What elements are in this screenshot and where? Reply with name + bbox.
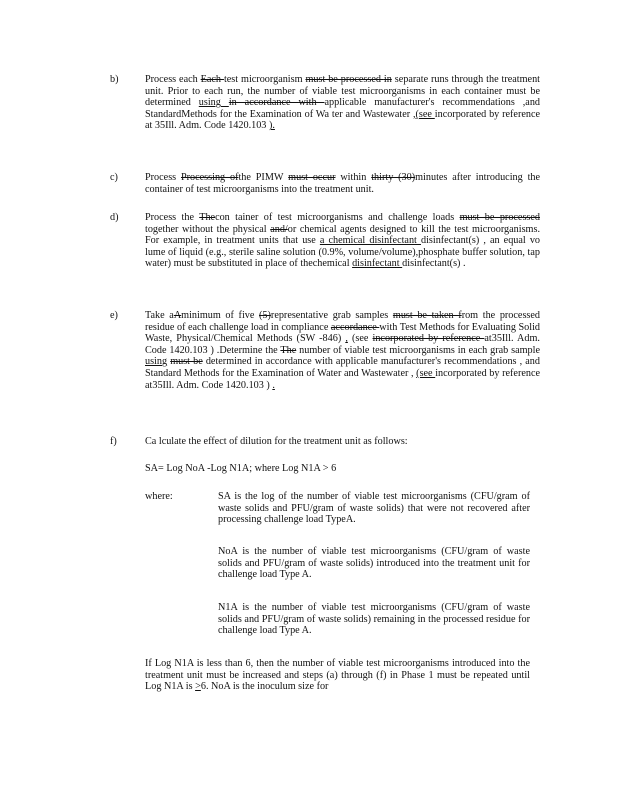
deleted-text: must occur (288, 172, 336, 183)
deleted-text: (5) (259, 310, 271, 321)
text-run: Process the (145, 212, 200, 223)
deleted-text: with (298, 97, 325, 109)
paragraph-text (145, 212, 540, 270)
text-run: If Log N1A is less than 6, then the number of viable test microorganisms introduced into the treatment unit must be increased and steps (a) through (f) in Phase 1 must be repeated until Log N1A is (145, 658, 530, 693)
where-label: where: (145, 491, 173, 502)
text-run: within (335, 172, 372, 183)
deleted-text: must be processed (305, 74, 384, 85)
paragraph-text (145, 310, 540, 391)
text-run: number of viable test microorganisms in each grab sample (296, 344, 540, 356)
definition-n1a: N1A is the number of viable test microorganisms (CFU/gram of waste solids and PFU/gram of waste solids) remaining in the processed residue for challenge load Type A. (218, 602, 530, 637)
text-run: the PIMW (238, 172, 289, 183)
text-run: Ca lculate the effect of dilution for the treatment unit as follows: (145, 436, 408, 447)
text-run: with Test Methods for Evaluating Solid Waste, Physical/Chemical Methods (SW -846) (145, 321, 541, 345)
inserted-text: a chemical disinfectant (319, 235, 421, 247)
deleted-text: Each (200, 74, 224, 85)
deleted-text: The (199, 212, 216, 223)
text-run: determined in accordance with applicable manufacturer's recommendations , and Standard Methods for the Examination of Water and Wastewater , (145, 356, 540, 379)
deleted-text: in (383, 74, 392, 85)
text-run: test microorganism (223, 74, 306, 85)
inserted-text: ). (268, 120, 275, 132)
inserted-text: . (272, 379, 275, 391)
text-run: representative grab samples (270, 310, 393, 321)
deleted-text: in accordance (228, 97, 299, 109)
text-run: rom the processed residue of each challenge load in compliance (145, 310, 540, 333)
paragraph-d (110, 212, 540, 270)
text-run: minutes after introducing the container of test microorganisms into the treatment unit. (145, 172, 541, 195)
inserted-text: , (345, 333, 348, 345)
paragraph-c (110, 172, 540, 195)
item-label: d) (110, 212, 119, 223)
text-run: 6. NoA is the inoculum size for (200, 681, 329, 693)
text-run: Process (145, 172, 181, 183)
item-label: b) (110, 74, 119, 85)
deleted-text: The (280, 344, 297, 356)
paragraph-text (145, 172, 540, 195)
deleted-text: Processing of (180, 172, 239, 183)
deleted-text: and/ (270, 223, 288, 235)
item-label: e) (110, 310, 118, 321)
inserted-text: (see (416, 367, 436, 379)
text-run: Process each (145, 74, 201, 85)
inserted-text: disinfectant (352, 258, 403, 270)
text-run: (see (347, 333, 373, 345)
text-run: disinfectant(s) , an equal vo lume of liquid (e.g., sterile saline solution (0.9%, volume/volume),phosphate buffer solution, tap water) must be substituted in place of thechemical (145, 235, 541, 270)
paragraph-text (145, 436, 540, 448)
text-run: applicable manufacturer's recommendations ,and StandardMethods for the Examination of Wa ter and Wastewater , (145, 97, 541, 120)
inserted-text: using (145, 356, 168, 368)
paragraph-e (110, 310, 540, 391)
text-run: together without the physical (145, 223, 271, 235)
dilution-formula: SA= Log NoA -Log N1A; where Log N1A > 6 (145, 463, 337, 474)
paragraph-b (110, 74, 540, 132)
item-label: c) (110, 172, 118, 183)
text-run: at35Ill. Adm. Code 1420.103 ) .Determine the (145, 333, 540, 356)
deleted-text: must be (170, 356, 203, 368)
definition-sa: SA is the log of the number of viable test microorganisms (CFU/gram of waste solids and PFU/gram of waste solids) that were not recovered after processing challenge load TypeA. (218, 491, 530, 526)
item-label: f) (110, 436, 117, 447)
deleted-text: A (173, 310, 182, 321)
deleted-text: thirty (30) (371, 172, 416, 183)
text-run: or chemical agents designed to kill the test microorganisms. For example, in treatment units that use (145, 223, 540, 247)
paragraph-f (110, 436, 540, 448)
deleted-text: accordance (330, 321, 380, 333)
inserted-text: using (198, 97, 229, 109)
inserted-text: (see (415, 108, 435, 120)
text-run: separate runs through the treatment unit. Prior to each run, the number of viable test microorganisms in each container must be determined (145, 74, 540, 109)
deleted-text: incorporated by reference (372, 333, 485, 345)
text-run: incorporated by reference at 35Ill. Adm. Code 1420.103 (145, 108, 540, 132)
text-run: incorporated by reference at35Ill. Adm. Code 1420.103 ) (145, 367, 540, 391)
text-run: minimum of five (181, 310, 260, 321)
text-run: Take a (145, 310, 174, 321)
inserted-text: > (195, 681, 201, 693)
closing-paragraph (145, 658, 530, 693)
text-run: con tainer of test microorganisms and challenge loads (215, 212, 460, 223)
deleted-text: must be taken f (392, 310, 462, 321)
definition-noa: NoA is the number of viable test microorganisms (CFU/gram of waste solids and PFU/gram of waste solids) introduced into the treatment unit for challenge load Type A. (218, 546, 530, 581)
text-run: disinfectant(s) . (402, 258, 466, 270)
deleted-text: must be processed (459, 212, 540, 223)
paragraph-text (145, 74, 540, 132)
